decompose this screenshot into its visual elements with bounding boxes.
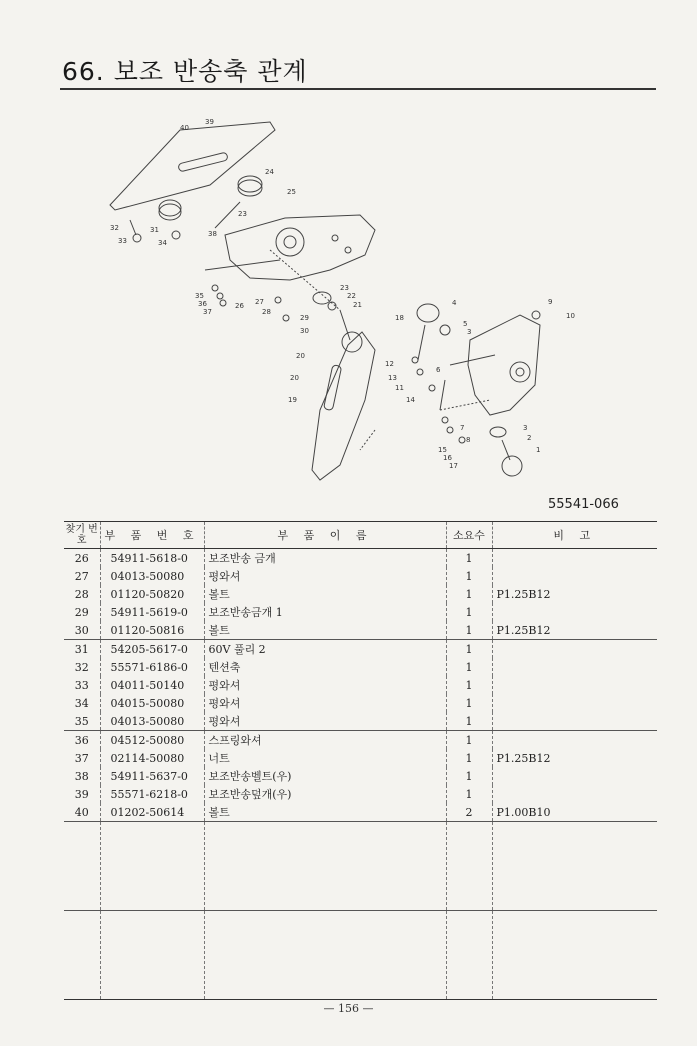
cell-no: 34 (64, 694, 100, 712)
table-row (64, 785, 657, 803)
cell-remark (492, 676, 657, 694)
page-title: 66. 보조 반송축 관계 (62, 57, 308, 86)
cell-qty: 1 (446, 640, 492, 659)
svg-text:12: 12 (385, 360, 394, 368)
svg-text:14: 14 (406, 396, 415, 404)
table-row (64, 658, 657, 676)
cell-remark (492, 785, 657, 803)
blank-cell (64, 911, 100, 1000)
cell-part-no: 04015-50080 (100, 694, 204, 712)
cell-remark (492, 712, 657, 731)
cell-part-no: 55571-6218-0 (100, 785, 204, 803)
table-row (64, 749, 657, 767)
cell-no: 31 (64, 640, 100, 659)
header-no: 찾기 번호 (64, 522, 100, 549)
table-row (64, 549, 657, 568)
table-header-row (64, 522, 657, 549)
blank-cell (446, 822, 492, 911)
svg-text:9: 9 (548, 298, 553, 306)
table-row (64, 603, 657, 621)
svg-text:25: 25 (287, 188, 296, 196)
blank-cell (64, 822, 100, 911)
cell-remark (492, 640, 657, 659)
cell-remark: P1.25B12 (496, 587, 551, 601)
svg-text:11: 11 (395, 384, 404, 392)
cell-remark (492, 658, 657, 676)
parts-diagram (90, 110, 610, 500)
sprocket-1 (502, 456, 522, 476)
cell-name: 보조반송 금개 (204, 549, 446, 568)
cell-remark: P1.00B10 (492, 803, 657, 822)
cell-part-no: 01120-50816 (100, 621, 204, 640)
cell-remark: P1.25B12 (492, 621, 657, 640)
table-row (64, 694, 657, 712)
cell-name: 보조반송덮개(우) (204, 785, 446, 803)
header-part-no: 부 품 번 호 (100, 522, 204, 549)
svg-text:1: 1 (536, 446, 541, 454)
callout-labels (110, 118, 575, 470)
cell-part-no: 54911-5637-0 (100, 767, 204, 785)
svg-text:8: 8 (466, 436, 471, 444)
cell-no: 28 (64, 585, 100, 603)
svg-text:23: 23 (238, 210, 247, 218)
cell-part-no: 55571-6186-0 (100, 658, 204, 676)
cell-part-no: 54911-5619-0 (100, 603, 204, 621)
svg-text:21: 21 (353, 301, 362, 309)
svg-text:6: 6 (436, 366, 441, 374)
svg-text:36: 36 (198, 300, 207, 308)
blank-cell (100, 911, 204, 1000)
svg-text:26: 26 (235, 302, 244, 310)
cell-part-no: 01120-50820 (100, 585, 204, 603)
svg-text:30: 30 (300, 327, 309, 335)
cell-qty: 1 (446, 712, 492, 731)
svg-text:7: 7 (460, 424, 465, 432)
cell-qty: 1 (446, 676, 492, 694)
table-row (64, 767, 657, 785)
svg-text:27: 27 (255, 298, 264, 306)
cell-qty: 2 (446, 803, 492, 822)
cell-name: 60V 풀리 2 (204, 640, 446, 659)
svg-text:3: 3 (523, 424, 528, 432)
cell-name: 평와셔 (204, 712, 446, 731)
blank-row (64, 911, 657, 1000)
svg-text:5: 5 (463, 320, 468, 328)
cover-slot-top (178, 152, 228, 172)
pulley-31 (159, 204, 181, 220)
pulley-4 (417, 304, 439, 322)
cover-plate-top (110, 122, 275, 210)
svg-text:20: 20 (290, 374, 299, 382)
cell-name: 보조반송금개 1 (204, 603, 446, 621)
svg-text:31: 31 (150, 226, 159, 234)
table-row (64, 567, 657, 585)
svg-text:29: 29 (300, 314, 309, 322)
header-qty: 소요수 (446, 522, 492, 549)
cell-part-no: 04011-50140 (100, 676, 204, 694)
cell-remark (492, 603, 657, 621)
cell-no: 40 (64, 803, 100, 822)
cell-remark (492, 549, 657, 568)
blank-cell (100, 822, 204, 911)
cell-name: 평와셔 (204, 567, 446, 585)
cell-part-no: 04013-50080 (100, 712, 204, 731)
cell-qty: 1 (446, 785, 492, 803)
table-row (64, 585, 657, 603)
cell-qty: 1 (446, 731, 492, 750)
header-remark: 비 고 (492, 522, 657, 549)
blank-cell (492, 822, 657, 911)
svg-text:10: 10 (566, 312, 575, 320)
table-row (64, 731, 657, 750)
cell-part-no: 04512-50080 (100, 731, 204, 750)
blank-cell (204, 911, 446, 1000)
svg-text:28: 28 (262, 308, 271, 316)
blank-row (64, 822, 657, 911)
svg-text:18: 18 (395, 314, 404, 322)
cell-qty: 1 (446, 658, 492, 676)
bracket-plate (225, 215, 375, 280)
cell-qty: 1 (446, 549, 492, 568)
cell-no: 26 (64, 549, 100, 568)
page-number: — 156 — (323, 1002, 374, 1015)
svg-text:32: 32 (110, 224, 119, 232)
parts-table (64, 521, 657, 1000)
cell-no: 35 (64, 712, 100, 731)
blank-cell (492, 911, 657, 1000)
blank-cell (204, 822, 446, 911)
svg-text:16: 16 (443, 454, 452, 462)
svg-text:13: 13 (388, 374, 397, 382)
svg-text:40: 40 (180, 124, 189, 132)
cell-name: 평와셔 (204, 676, 446, 694)
cell-no: 33 (64, 676, 100, 694)
cell-remark (492, 731, 657, 750)
table-row (64, 640, 657, 659)
cell-qty: 1 (446, 603, 492, 621)
svg-text:2: 2 (527, 434, 532, 442)
cell-name: 스프링와셔 (204, 731, 446, 750)
cell-part-no: 54205-5617-0 (100, 640, 204, 659)
svg-text:20: 20 (296, 352, 305, 360)
pulley-24 (238, 180, 262, 196)
svg-text:22: 22 (347, 292, 356, 300)
svg-text:38: 38 (208, 230, 217, 238)
svg-text:24: 24 (265, 168, 274, 176)
cell-no: 30 (64, 621, 100, 640)
cover-plate-bottom (312, 332, 375, 480)
cell-no: 39 (64, 785, 100, 803)
cell-remark (492, 694, 657, 712)
cell-part-no: 54911-5618-0 (100, 549, 204, 568)
cell-qty: 1 (446, 585, 492, 603)
diagram-code: 55541-066 (548, 497, 619, 512)
svg-text:17: 17 (449, 462, 458, 470)
header-name: 부 품 이 름 (204, 522, 446, 549)
cell-remark: P1.25B12 (496, 751, 551, 765)
cell-qty: 1 (446, 621, 492, 640)
cell-no: 36 (64, 731, 100, 750)
svg-text:34: 34 (158, 239, 167, 247)
cell-qty: 1 (446, 749, 492, 767)
cell-qty: 1 (446, 694, 492, 712)
table-row (64, 676, 657, 694)
cell-name: 너트 (204, 749, 446, 767)
cell-name: 볼트 (204, 803, 446, 822)
cell-part-no: 02114-50080 (100, 749, 204, 767)
table-row (64, 803, 657, 822)
svg-text:23: 23 (340, 284, 349, 292)
cell-qty: 1 (446, 767, 492, 785)
table-row (64, 712, 657, 731)
svg-text:39: 39 (205, 118, 214, 126)
svg-text:37: 37 (203, 308, 212, 316)
svg-text:4: 4 (452, 299, 457, 307)
cell-name: 볼트 (204, 585, 446, 603)
cell-no: 29 (64, 603, 100, 621)
svg-text:33: 33 (118, 237, 127, 245)
cell-name: 텐션축 (204, 658, 446, 676)
cell-no: 32 (64, 658, 100, 676)
svg-text:3: 3 (467, 328, 472, 336)
cell-name: 보조반송벨트(우) (204, 767, 446, 785)
svg-text:35: 35 (195, 292, 204, 300)
svg-text:15: 15 (438, 446, 447, 454)
cell-remark (492, 767, 657, 785)
cell-name: 평와셔 (204, 694, 446, 712)
cell-remark (492, 567, 657, 585)
cell-no: 27 (64, 567, 100, 585)
bracket-right (468, 315, 540, 415)
cell-name: 볼트 (204, 621, 446, 640)
svg-text:19: 19 (288, 396, 297, 404)
title-rule (60, 88, 656, 90)
cover-slot-bottom (324, 365, 342, 411)
cell-qty: 1 (446, 567, 492, 585)
cell-part-no: 01202-50614 (100, 803, 204, 822)
table-row (64, 621, 657, 640)
cell-no: 38 (64, 767, 100, 785)
cell-no: 37 (64, 749, 100, 767)
blank-cell (446, 911, 492, 1000)
cell-part-no: 04013-50080 (100, 567, 204, 585)
